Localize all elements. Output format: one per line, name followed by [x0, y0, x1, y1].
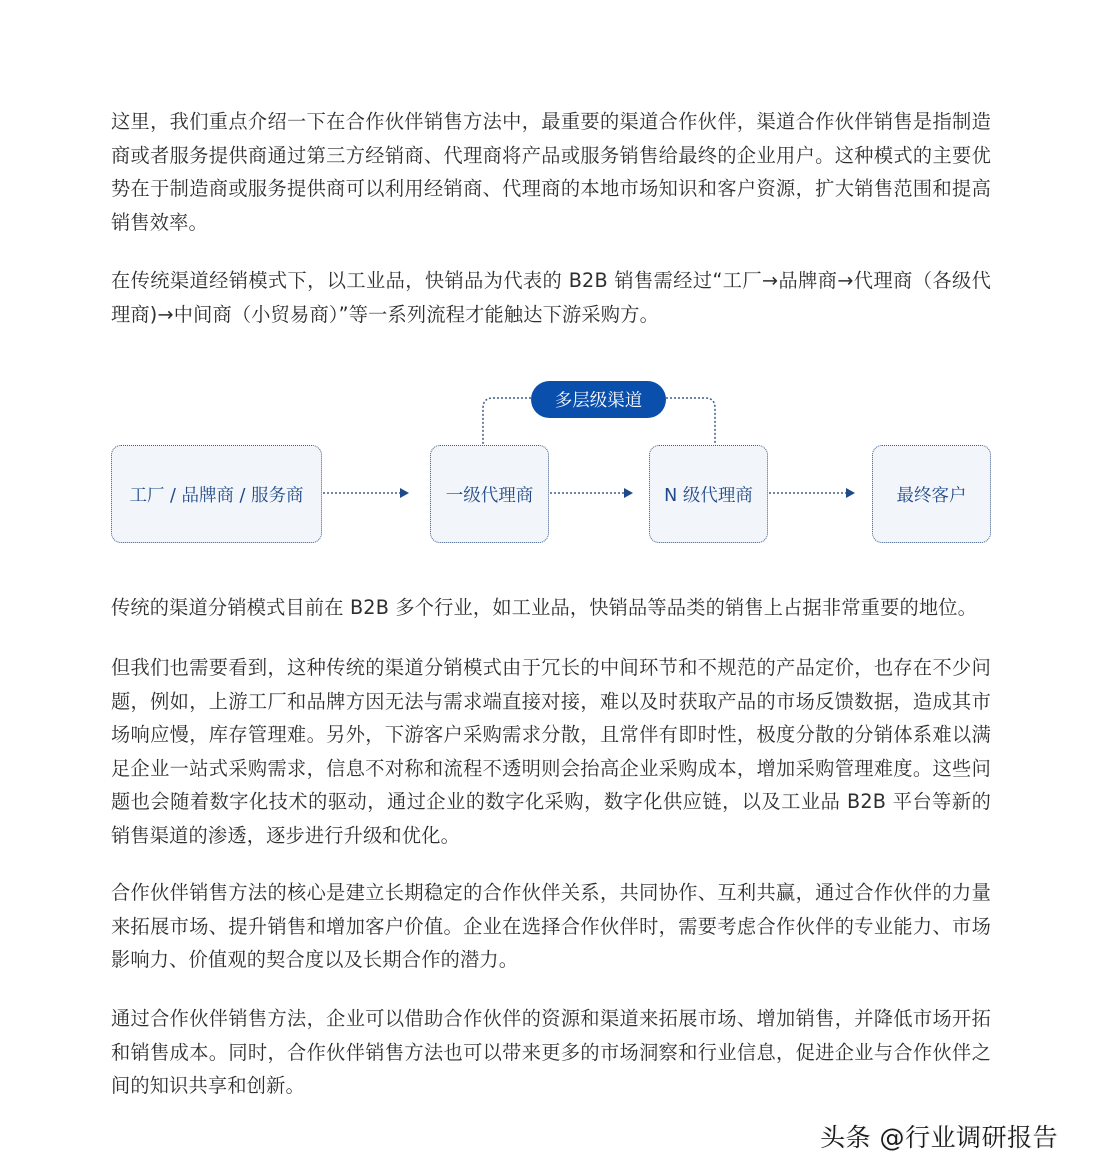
node-label: 最终客户 [896, 485, 967, 506]
paragraph-partner-benefits: 通过合作伙伴销售方法，企业可以借助合作伙伴的资源和渠道来拓展市场、增加销售，并降低市场开拓和销售成本。同时，合作伙伴销售方法也可以带来更多的市场洞察和行业信息，促进企业与合作伙伴之间的知识共享和创新。 [111, 1007, 991, 1097]
paragraph-channel-problems: 但我们也需要看到，这种传统的渠道分销模式由于冗长的中间环节和不规范的产品定价，也存在不少问题，例如，上游工厂和品牌方因无法与需求端直接对接，难以及时获取产品的市场反馈数据，造成其市场响应慢，库存管理难。另外，下游客户采购需求分散，且常伴有即时性，极度分散的分销体系难以满足企业一站式采购需求，信息不对称和流程不透明则会抬高企业采购成本，增加采购管理难度。这些问题也会随着数字化技术的驱动，通过企业的数字化采购，数字化供应链，以及工业品 B2B 平台等新的销售渠道的渗透，逐步进行升级和优化。 [111, 656, 991, 847]
paragraph-traditional-channel: 在传统渠道经销模式下，以工业品，快销品为代表的 B2B 销售需经过“工厂→品牌商→代理商（各级代理商)→中间商（小贸易商）”等一系列流程才能触达下游采购方。 [111, 269, 991, 326]
node-end-customer [872, 445, 991, 543]
paragraph-channel-importance: 传统的渠道分销模式目前在 B2B 多个行业，如工业品，快销品等品类的销售上占据非常重要的地位。 [111, 596, 978, 619]
paragraph-channel-partner-intro: 这里，我们重点介绍一下在合作伙伴销售方法中，最重要的渠道合作伙伴，渠道合作伙伴销售是指制造商或者服务提供商通过第三方经销商、代理商将产品或服务销售给最终的企业用户。这种模式的主要优势在于制造商或服务提供商可以利用经销商、代理商的本地市场知识和客户资源，扩大销售范围和提高销售效率。 [111, 110, 991, 234]
node-n-level-agent [649, 445, 768, 543]
node-factory-brand-service [111, 445, 322, 543]
paragraph-partner-core: 合作伙伴销售方法的核心是建立长期稳定的合作伙伴关系，共同协作、互利共赢，通过合作伙伴的力量来拓展市场、提升销售和增加客户价值。企业在选择合作伙伴时，需要考虑合作伙伴的专业能力、市场影响力、价值观的契合度以及长期合作的潜力。 [111, 881, 991, 971]
multi-level-channel-label: 多层级渠道 [531, 381, 666, 418]
watermark: 头条 @行业调研报告 [820, 1123, 1058, 1152]
node-label: 工厂 / 品牌商 / 服务商 [129, 485, 304, 506]
node-label: 一级代理商 [445, 485, 534, 506]
node-label: N 级代理商 [664, 485, 753, 506]
node-first-level-agent [430, 445, 549, 543]
